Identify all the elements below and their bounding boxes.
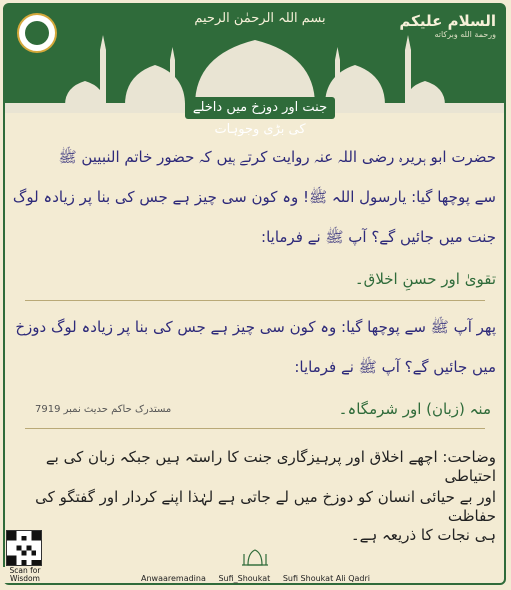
divider — [25, 428, 485, 429]
greeting-text: السلام علیکم — [399, 12, 496, 30]
social-handle-2[interactable]: Sufi_Shoukat — [218, 574, 271, 583]
divider — [25, 300, 485, 301]
hadith-answer-2: منہ (زبان) اور شرمگاہ۔ — [338, 400, 491, 418]
hadith-line-1: حضرت ابو ہریرہ رضی اللہ عنہ روایت کرتے ہیں کہ حضور خاتم النبیین ﷺ — [58, 148, 496, 166]
hadith-line-2: سے پوچھا گیا: یارسول اللہ ﷺ! وہ کون سی چیز ہے جس کی بنا پر زیادہ لوگ — [12, 188, 496, 206]
hadith-answer-1: تقویٰ اور حسنِ اخلاق۔ — [354, 270, 496, 288]
page-title: جنت اور دوزخ میں داخلے کی بڑی وجوہات — [185, 97, 335, 119]
explanation-line-3: ہی نجات کا ذریعہ ہے۔ — [350, 526, 496, 544]
explanation-line-2: اور بے حیائی انسان کو دوزخ میں لے جاتی ہے لہٰذا اپنے کردار اور گفتگو کی حفاظت — [35, 488, 496, 525]
social-handle-3[interactable]: Sufi Shoukat Ali Qadri — [282, 574, 370, 583]
bismillah-text: بسم اللہ الرحمٰن الرحیم — [194, 11, 326, 26]
social-footer — [0, 570, 511, 588]
greeting-subtext: ورحمة الله وبركاته — [434, 30, 496, 39]
hadith-line-5: میں جائیں گے؟ آپ ﷺ نے فرمایا: — [294, 358, 496, 376]
hadith-line-3: جنت میں جائیں گے؟ آپ ﷺ نے فرمایا: — [261, 228, 496, 246]
qr-code-icon[interactable] — [6, 530, 42, 566]
qr-caption: Scan for Wisdom — [3, 567, 47, 583]
mosque-icon — [240, 545, 270, 567]
hadith-line-4: پھر آپ ﷺ سے پوچھا گیا: وہ کون سی چیز ہے جس کی بنا پر زیادہ لوگ دوزخ — [15, 318, 496, 336]
hadith-reference: مستدرک حاکم حدیث نمبر 7919 — [35, 404, 172, 415]
explanation-line-1: وضاحت: اچھے اخلاق اور پرہیزگاری جنت کا راستہ ہیں جبکہ زبان کی بے احتیاطی — [45, 448, 496, 485]
social-handle-1[interactable]: Anwaaremadina — [140, 574, 206, 583]
